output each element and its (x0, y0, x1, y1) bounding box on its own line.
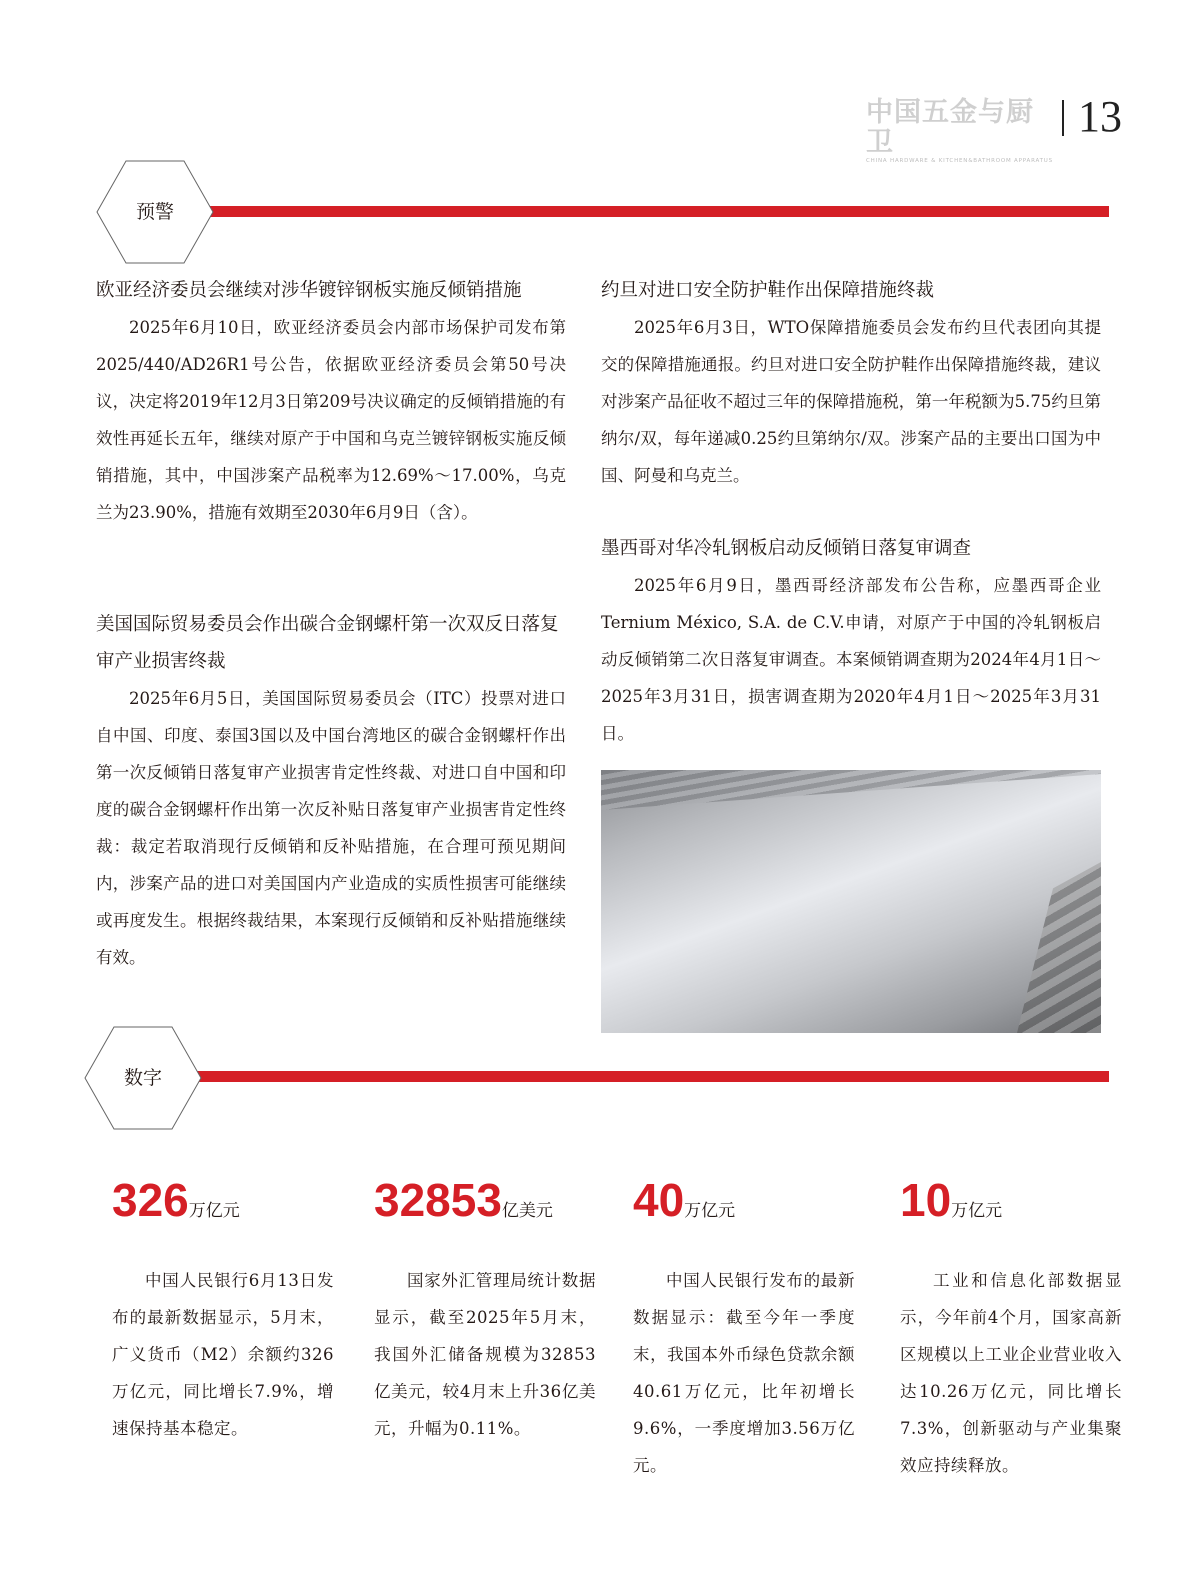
roller-conveyor (981, 770, 1101, 1033)
section-badge-numbers (84, 1026, 202, 1130)
logo-cn: 中国五金与厨卫 (866, 97, 1034, 158)
section-bar-warning (200, 206, 1109, 217)
stat-card (112, 1172, 334, 1447)
article-body: 2025年6月9日，墨西哥经济部发布公告称，应墨西哥企业Ternium México, S.A. de C.V.申请，对原产于中国的冷轧钢板启动反倾销第二次日落复审调查。本案倾销调查期为2024年4月1日～2025年3月31日，损害调查期为2020年4月1日～2025年3月31日。 (601, 576, 1101, 743)
stat-body: 国家外汇管理局统计数据显示，截至2025年5月末，我国外汇储备规模为32853亿美元，较4月末上升36亿美元，升幅为0.11%。 (374, 1271, 596, 1438)
stat-value: 10 (900, 1174, 952, 1226)
article-title: 约旦对进口安全防护鞋作出保障措施终裁 (601, 280, 935, 301)
article (96, 606, 566, 976)
stat-body: 中国人民银行6月13日发布的最新数据显示，5月末，广义货币（M2）余额约326万亿元，同比增长7.9%，增速保持基本稳定。 (112, 1271, 334, 1438)
stat-value: 326 (112, 1174, 189, 1226)
stat-unit: 万亿元 (951, 1201, 1003, 1221)
magazine-logo (866, 97, 1053, 164)
section-label: 预警 (135, 201, 174, 223)
stat-body: 中国人民银行发布的最新数据显示：截至今年一季度末，我国本外币绿色贷款余额40.61万亿元，比年初增长9.6%，一季度增加3.56万亿元。 (633, 1271, 855, 1475)
section-label: 数字 (123, 1067, 162, 1089)
article-title: 欧亚经济委员会继续对涉华镀锌钢板实施反倾销措施 (96, 280, 522, 301)
stat-card (633, 1172, 855, 1484)
section-bar-numbers (190, 1071, 1109, 1082)
article-title: 美国国际贸易委员会作出碳合金钢螺杆第一次双反日落复审产业损害终裁 (96, 614, 559, 672)
stat-value: 32853 (374, 1174, 502, 1226)
article-body: 2025年6月5日，美国国际贸易委员会（ITC）投票对进口自中国、印度、泰国3国以及中国台湾地区的碳合金钢螺杆作出第一次反倾销日落复审产业损害肯定性终裁、对进口自中国和印度的碳合金钢螺杆作出第一次反补贴日落复审产业损害肯定性终裁：裁定若取消现行反倾销和反补贴措施，在合理可预见期间内，涉案产品的进口对美国国内产业造成的实质性损害可能继续或再度发生。根据终裁结果，本案现行反倾销和反补贴措施继续有效。 (96, 689, 566, 967)
article-body: 2025年6月3日，WTO保障措施委员会发布约旦代表团向其提交的保障措施通报。约旦对进口安全防护鞋作出保障措施终裁，建议对涉案产品征收不超过三年的保障措施税，第一年税额为5.75约旦第纳尔/双，每年递减0.25约旦第纳尔/双。涉案产品的主要出口国为中国、阿曼和乌克兰。 (601, 318, 1101, 485)
article (96, 272, 566, 531)
stat-value: 40 (633, 1174, 685, 1226)
article-title: 墨西哥对华冷轧钢板启动反倾销日落复审调查 (601, 538, 972, 559)
stat-unit: 万亿元 (188, 1201, 240, 1221)
page-number: 13 (1078, 92, 1122, 141)
article (601, 272, 1101, 494)
stat-body: 工业和信息化部数据显示，今年前4个月，国家高新区规模以上工业企业营业收入达10.26万亿元，同比增长7.3%，创新驱动与产业集聚效应持续释放。 (900, 1271, 1122, 1475)
logo-en: CHINA HARDWARE & KITCHEN&BATHROOM APPARATUS (866, 158, 1053, 164)
article (601, 530, 1101, 752)
section-badge-warning (96, 160, 214, 264)
article-body: 2025年6月10日，欧亚经济委员会内部市场保护司发布第2025/440/AD26R1号公告，依据欧亚经济委员会第50号决议，决定将2019年12月3日第209号决议确定的反倾销措施的有效性再延长五年，继续对原产于中国和乌克兰镀锌钢板实施反倾销措施，其中，中国涉案产品税率为12.69%～17.00%，乌克兰为23.90%，措施有效期至2030年6月9日（含）。 (96, 318, 566, 522)
stat-unit: 万亿元 (684, 1201, 736, 1221)
stat-card (374, 1172, 596, 1447)
stat-unit: 亿美元 (501, 1201, 553, 1221)
page-number-divider (1062, 100, 1064, 136)
steel-sheet-photo (601, 770, 1101, 1033)
stat-card (900, 1172, 1122, 1484)
sheet-stack-edge (601, 770, 1101, 810)
